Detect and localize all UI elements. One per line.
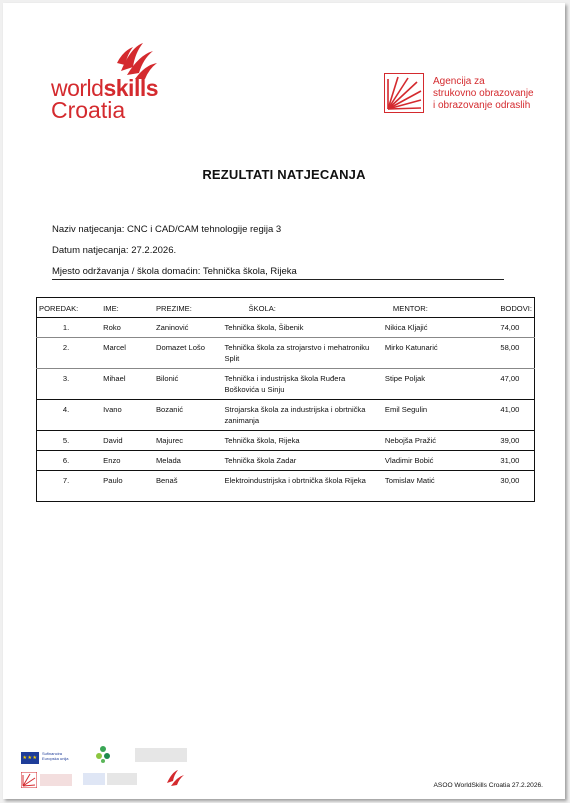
- table-row: 4. Ivano Bozanić Strojarska škola za industrijska i obrtnička zanimanja Emil Segulin 41,00: [37, 400, 535, 431]
- info-divider: [52, 279, 504, 280]
- program-logo-icon: [95, 745, 111, 763]
- table-row: 3. Mihael Bilonić Tehnička i industrijska škola Ruđera Boškovića u Sinju Stipe Poljak 47,00: [37, 369, 535, 400]
- competition-name: Naziv natjecanja: CNC i CAD/CAM tehnologije regija 3: [52, 224, 282, 235]
- worldskills-croatia-word: Croatia: [51, 97, 126, 123]
- header-rank: POREDAK:: [37, 298, 96, 318]
- eu-fund-logo-icon: [83, 773, 105, 785]
- eu-cofinanced-text: Sufinancira Europska unija: [42, 751, 69, 761]
- document-page: [3, 3, 565, 799]
- competition-venue: Mjesto održavanja / škola domaćin: Tehnička škola, Rijeka: [52, 266, 297, 277]
- header-last-name: PREZIME:: [154, 298, 223, 318]
- eu-flag-icon: ★★★: [21, 752, 39, 764]
- header-mentor: MENTOR:: [383, 298, 492, 318]
- footer-stamp: ASOO WorldSkills Croatia 27.2.2026.: [433, 782, 543, 789]
- competition-date: Datum natjecanja: 27.2.2026.: [52, 245, 177, 256]
- worldskills-footer-logo-icon: [163, 769, 185, 787]
- asoo-footer-text-icon: [40, 774, 72, 786]
- asoo-footer-logo-icon: [21, 772, 37, 788]
- table-row: 1. Roko Zaninović Tehnička škola, Šibenik Nikica Kljajić 74,00: [37, 318, 535, 338]
- worldskills-wordmark: worldskills: [51, 75, 159, 101]
- results-table: [36, 297, 535, 502]
- table-row: 6. Enzo Melada Tehnička škola Zadar Vladimir Bobić 31,00: [37, 451, 535, 471]
- croatia-logo-icon: [107, 773, 137, 785]
- asoo-sunburst-icon: [384, 73, 424, 113]
- header-school: ŠKOLA:: [222, 298, 382, 318]
- worldskills-croatia-logo: [51, 41, 166, 121]
- header-first-name: IME:: [95, 298, 154, 318]
- ministry-logo-icon: [135, 748, 187, 762]
- header-points: BODOVI:: [492, 298, 534, 318]
- table-header-row: [37, 298, 535, 318]
- table-row: 2. Marcel Domazet Lošo Tehnička škola za strojarstvo i mehatroniku Split Mirko Katunarić 58,00: [37, 338, 535, 369]
- asoo-agency-name: Agencija za strukovno obrazovanje i obrazovanje odraslih: [433, 76, 534, 111]
- table-row: 7. Paulo Benaš Elektroindustrijska i obrtnička škola Rijeka Tomislav Matić 30,00: [62, 476, 520, 485]
- document-title: REZULTATI NATJECANJA: [202, 167, 366, 182]
- table-row: 5. David Majurec Tehnička škola, Rijeka Nebojša Pražić 39,00: [37, 431, 535, 451]
